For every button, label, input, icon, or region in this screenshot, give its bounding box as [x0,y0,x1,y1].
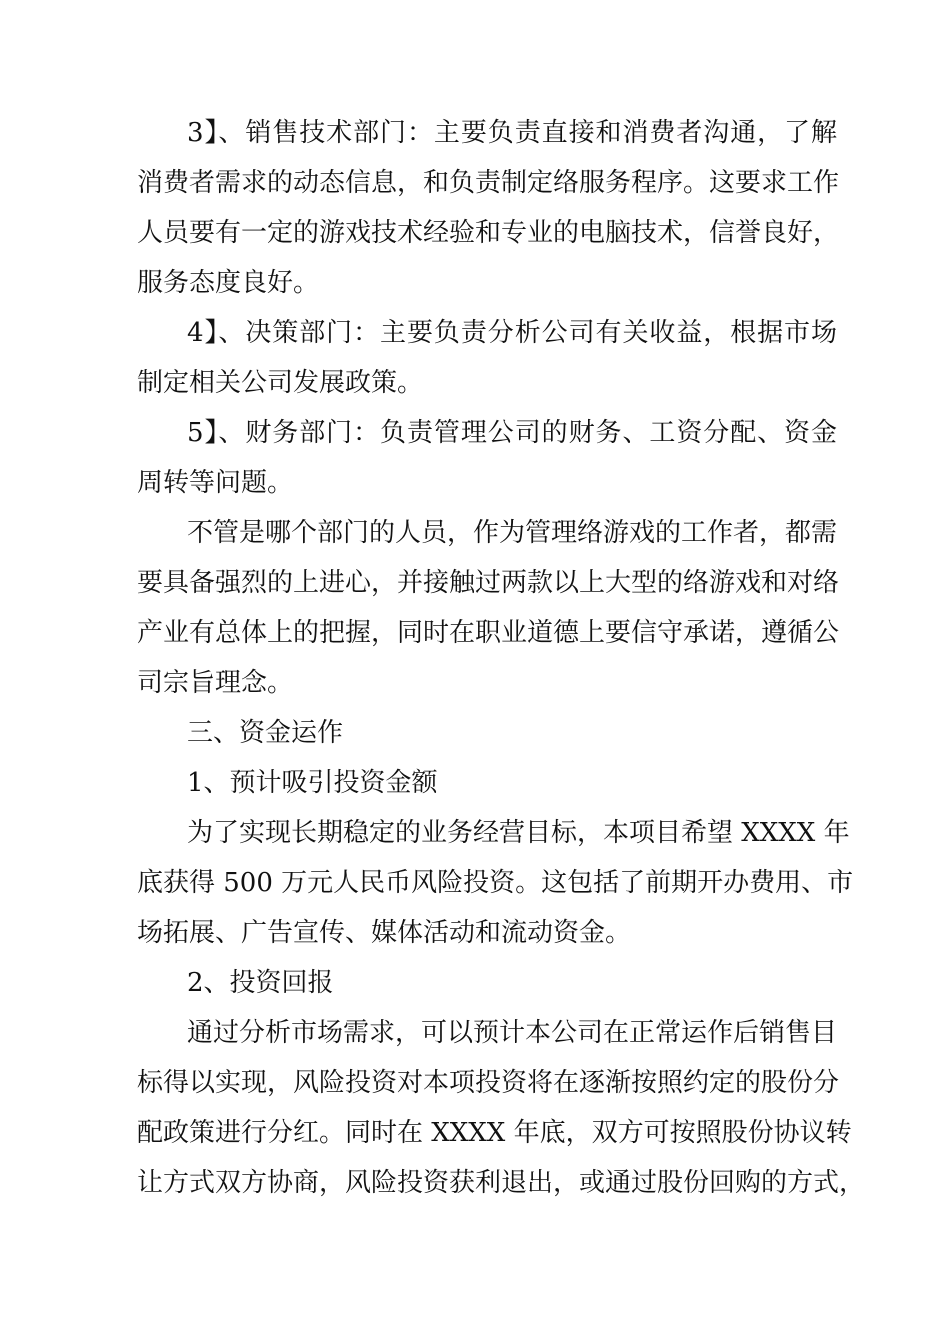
paragraph-sales-dept-line-3: 人员要有一定的游戏技术经验和专业的电脑技术，信誉良好， [137,218,840,248]
paragraph-investment-line-3: 场拓展、广告宣传、媒体活动和流动资金。 [137,918,632,948]
paragraph-staff-requirements-line-3: 产业有总体上的把握，同时在职业道德上要信守承诺，遵循公 [137,618,840,648]
paragraph-staff-requirements-line-1: 不管是哪个部门的人员，作为管理络游戏的工作者，都需 [187,518,838,548]
paragraph-investment-line-1: 为了实现长期稳定的业务经营目标，本项目希望 XXXX 年 [187,818,850,848]
paragraph-sales-dept-line-2: 消费者需求的动态信息，和负责制定络服务程序。这要求工作 [137,168,840,198]
paragraph-return-line-4: 让方式双方协商，风险投资获利退出，或通过股份回购的方式， [137,1168,866,1198]
paragraph-return-line-3: 配政策进行分红。同时在 XXXX 年底，双方可按照股份协议转 [137,1118,852,1148]
paragraph-sales-dept-line-1: 3】、销售技术部门：主要负责直接和消费者沟通，了解 [187,118,837,148]
paragraph-return-line-2: 标得以实现，风险投资对本项投资将在逐渐按照约定的股份分 [137,1068,840,1098]
section-heading-capital-operation: 三、资金运作 [187,718,344,748]
paragraph-decision-dept-line-1: 4】、决策部门：主要负责分析公司有关收益，根据市场 [187,318,837,348]
paragraph-finance-dept-line-1: 5】、财务部门：负责管理公司的财务、工资分配、资金 [187,418,837,448]
paragraph-sales-dept-line-4: 服务态度良好。 [137,268,320,298]
subheading-expected-investment: 1、预计吸引投资金额 [187,768,438,798]
subheading-investment-return: 2、投资回报 [187,968,334,998]
paragraph-staff-requirements-line-4: 司宗旨理念。 [137,668,294,698]
paragraph-decision-dept-line-2: 制定相关公司发展政策。 [137,368,424,398]
paragraph-finance-dept-line-2: 周转等问题。 [137,468,294,498]
paragraph-staff-requirements-line-2: 要具备强烈的上进心，并接触过两款以上大型的络游戏和对络 [137,568,840,598]
paragraph-return-line-1: 通过分析市场需求，可以预计本公司在正常运作后销售目 [187,1018,838,1048]
paragraph-investment-line-2: 底获得 500 万元人民币风险投资。这包括了前期开办费用、市 [137,868,854,898]
